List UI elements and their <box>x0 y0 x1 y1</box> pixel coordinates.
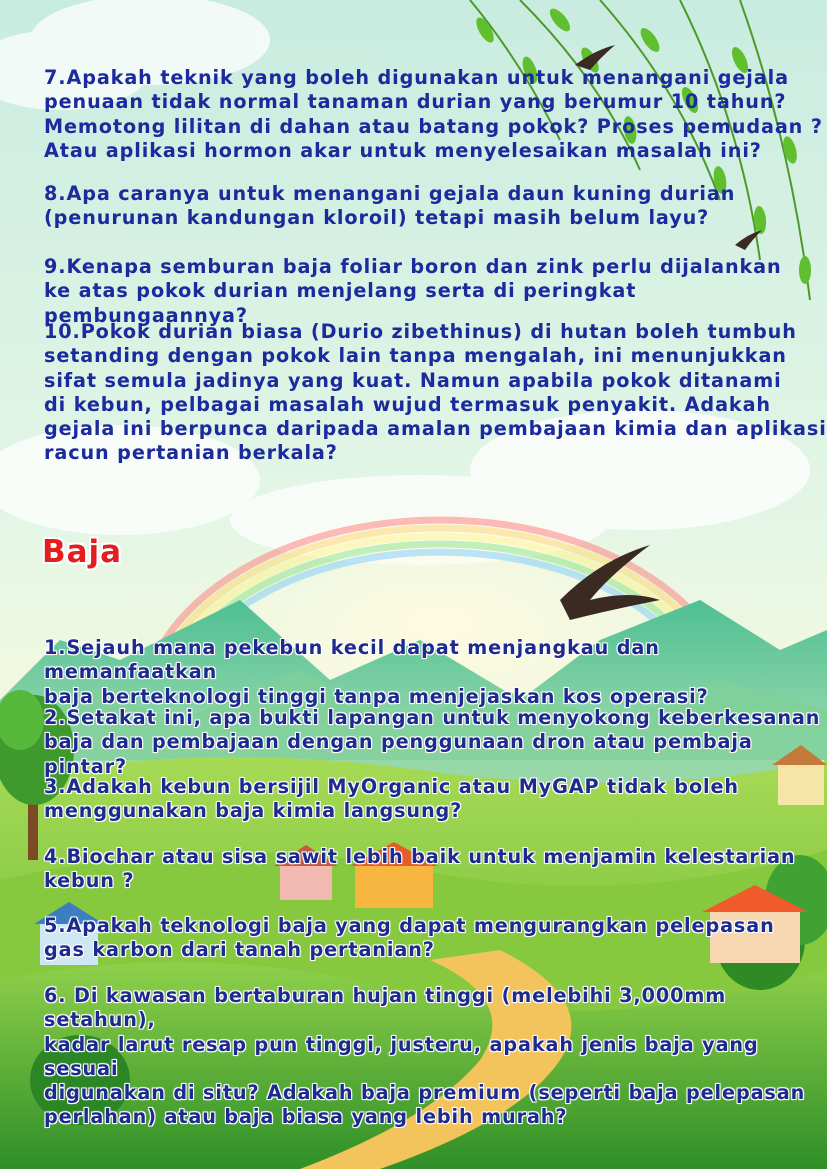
baja-question-3: 3.Adakah kebun bersijil MyOrganic atau MyGAP tidak boleh menggunakan baja kimia langsung? <box>44 775 739 823</box>
question-8: 8.Apa caranya untuk menangani gejala daun kuning durian (penurunan kandungan kloroil) tetapi masih belum layu? <box>44 182 736 230</box>
question-9: 9.Kenapa semburan baja foliar boron dan zink perlu dijalankan ke atas pokok durian menjelang serta di peringkat pembungaannya? <box>44 255 782 327</box>
baja-question-6: 6. Di kawasan bertaburan hujan tinggi (melebihi 3,000mm setahun), kadar larut resap pun tinggi, justeru, apakah jenis baja yang sesuai digunakan di situ? Adakah baja premium (seperti baja pelepasan perlahan) atau baja biasa yang lebih murah? <box>44 984 806 1129</box>
question-7: 7.Apakah teknik yang boleh digunakan untuk menangani gejala penuaan tidak normal tanaman durian yang berumur 10 tahun? Memotong lilitan di dahan atau batang pokok? Proses pemudaan ? Atau aplikasi hormon akar untuk menyelesaikan masalah ini? <box>44 66 823 162</box>
baja-question-4: 4.Biochar atau sisa sawit lebih baik untuk menjamin kelestarian kebun ? <box>44 845 796 893</box>
baja-question-2: 2.Setakat ini, apa bukti lapangan untuk menyokong keberkesanan baja dan pembajaan dengan penggunaan dron atau pembaja pintar? <box>44 706 821 778</box>
baja-question-1: 1.Sejauh mana pekebun kecil dapat menjangkau dan memanfaatkan baja berteknologi tinggi tanpa menjejaskan kos operasi? <box>44 636 709 708</box>
question-10: 10.Pokok durian biasa (Durio zibethinus) di hutan boleh tumbuh setanding dengan pokok lain tanpa mengalah, ini menunjukkan sifat semula jadinya yang kuat. Namun apabila pokok ditanami di kebun, pelbagai masalah wujud termasuk penyakit. Adakah gejala ini berpunca daripada amalan pembajaan kimia dan aplikasi racun pertanian berkala? <box>44 320 827 465</box>
section-heading-baja: Baja <box>42 534 123 570</box>
baja-question-5: 5.Apakah teknologi baja yang dapat mengurangkan pelepasan gas karbon dari tanah pertanian? <box>44 914 775 962</box>
